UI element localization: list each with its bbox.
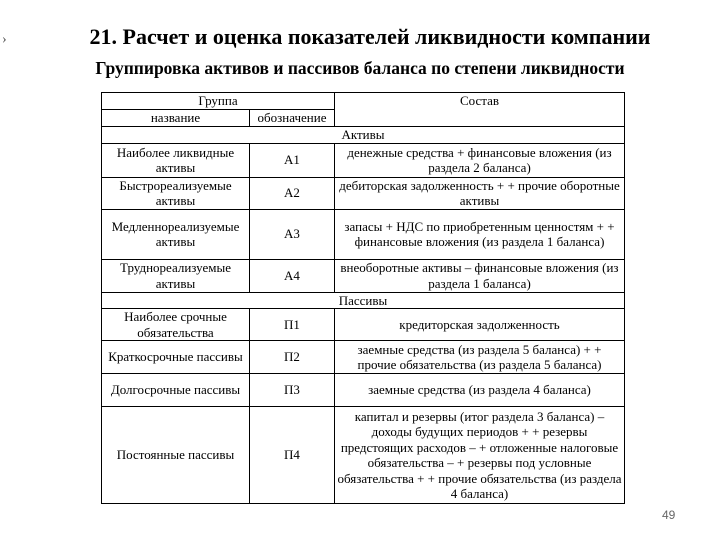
row-composition: денежные средства + финансовые вложения (из раздела 2 баланса) (335, 143, 625, 177)
table-row (102, 309, 625, 341)
row-composition: кредиторская задолженность (335, 309, 625, 341)
row-name: Постоянные пассивы (102, 407, 250, 504)
table-row (102, 374, 625, 407)
row-composition: дебиторская задолженность + + прочие оборотные активы (335, 177, 625, 209)
liquidity-table (101, 92, 625, 504)
header-code: обозначение (250, 109, 335, 126)
row-code: П1 (250, 309, 335, 341)
row-code: А2 (250, 177, 335, 209)
row-composition: заемные средства (из раздела 4 баланса) (335, 374, 625, 407)
row-code: П2 (250, 341, 335, 374)
header-name: название (102, 109, 250, 126)
page-number: 49 (662, 508, 676, 522)
row-composition: внеоборотные активы – финансовые вложения (из раздела 1 баланса) (335, 259, 625, 292)
slide-title: 21. Расчет и оценка показателей ликвидности компании (89, 24, 651, 49)
row-name: Медленнореализуемые активы (102, 209, 250, 259)
row-composition: запасы + НДС по приобретенным ценностям + + финансовые вложения (из раздела 1 баланса) (335, 209, 625, 259)
table-row (102, 177, 625, 209)
header-group: Группа (102, 93, 335, 110)
row-name: Труднореализуемые активы (102, 259, 250, 292)
table-row (102, 209, 625, 259)
row-composition: заемные средства (из раздела 5 баланса) + + прочие обязательства (из раздела 5 баланса) (335, 341, 625, 374)
section-liabilities: Пассивы (102, 292, 625, 309)
header-composition: Состав (335, 93, 625, 127)
row-code: П4 (250, 407, 335, 504)
table-row (102, 143, 625, 177)
row-code: П3 (250, 374, 335, 407)
row-code: А4 (250, 259, 335, 292)
slide-subtitle: Группировка активов и пассивов баланса по степени ликвидности (95, 58, 625, 78)
row-name: Быстрореализуемые активы (102, 177, 250, 209)
table-row (102, 341, 625, 374)
row-name: Долгосрочные пассивы (102, 374, 250, 407)
bullet-chevron-icon: › (2, 32, 7, 47)
row-composition: капитал и резервы (итог раздела 3 баланса) – доходы будущих периодов + + резервы предстоящих расходов – + отложенные налоговые обязательства – + резервы под условные обязательства + + прочие обязательства (из раздела 4 баланса) (335, 407, 625, 504)
row-name: Краткосрочные пассивы (102, 341, 250, 374)
row-code: А3 (250, 209, 335, 259)
section-assets: Активы (102, 126, 625, 143)
row-code: А1 (250, 143, 335, 177)
row-name: Наиболее ликвидные активы (102, 143, 250, 177)
table-row (102, 259, 625, 292)
table-row (102, 407, 625, 504)
row-name: Наиболее срочные обязательства (102, 309, 250, 341)
